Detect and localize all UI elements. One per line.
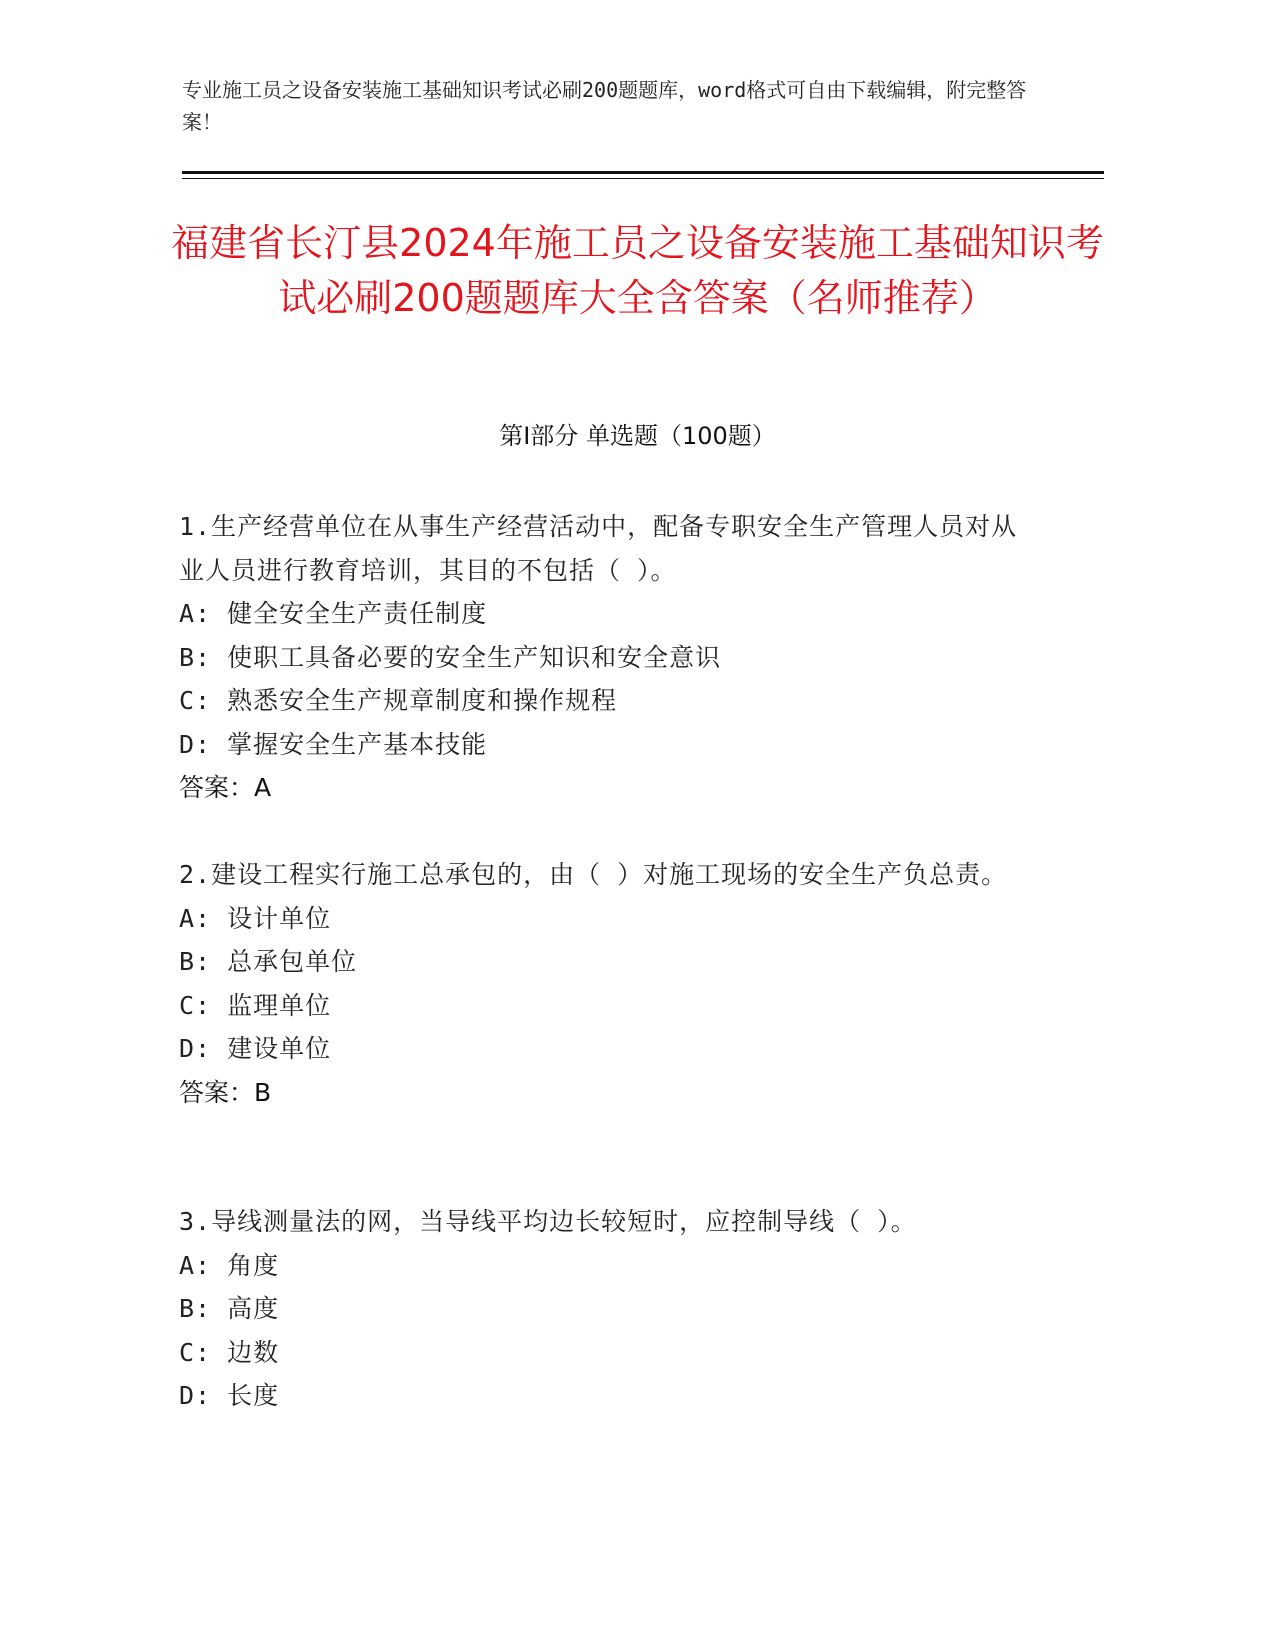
option-a: A: 健全安全生产责任制度 (179, 599, 488, 628)
header-note: 专业施工员之设备安装施工基础知识考试必刷200题题库，word格式可自由下载编辑，附完整答案！ (182, 78, 1027, 134)
option-a: A: 角度 (179, 1250, 280, 1280)
option-b: B: 使职工具备必要的安全生产知识和安全意识 (179, 642, 722, 672)
option-c: C: 熟悉安全生产规章制度和操作规程 (179, 686, 618, 715)
option-c: C: 监理单位 (179, 990, 332, 1020)
question-stem: 3.导线测量法的网，当导线平均边长较短时，应控制导线（ ）。 (179, 1207, 917, 1236)
question-2 (179, 853, 1039, 1114)
document-title: 福建省长汀县2024年施工员之设备安装施工基础知识考试必刷200题题库大全含答案（名师推荐） (171, 221, 1104, 320)
question-3 (179, 1200, 1039, 1418)
question-stem: 1.生产经营单位在从事生产经营活动中，配备专职安全生产管理人员对从业人员进行教育培训，其目的不包括（ ）。 (179, 512, 1018, 585)
answer-label: 答案：B (179, 1077, 272, 1107)
question-stem: 2.建设工程实行施工总承包的，由（ ）对施工现场的安全生产负总责。 (179, 860, 1008, 889)
answer-label: 答案：A (179, 773, 272, 802)
option-c: C: 边数 (179, 1337, 280, 1367)
section-heading: 第I部分 单选题（100题） (499, 422, 776, 450)
option-d: D: 掌握安全生产基本技能 (179, 729, 488, 759)
option-b: B: 高度 (179, 1294, 280, 1323)
header-divider-thick (182, 171, 1104, 174)
option-d: D: 长度 (179, 1381, 280, 1410)
header-divider-thin (182, 178, 1104, 179)
option-b: B: 总承包单位 (179, 947, 358, 976)
question-1 (179, 505, 1039, 810)
option-d: D: 建设单位 (179, 1034, 332, 1063)
option-a: A: 设计单位 (179, 903, 332, 933)
